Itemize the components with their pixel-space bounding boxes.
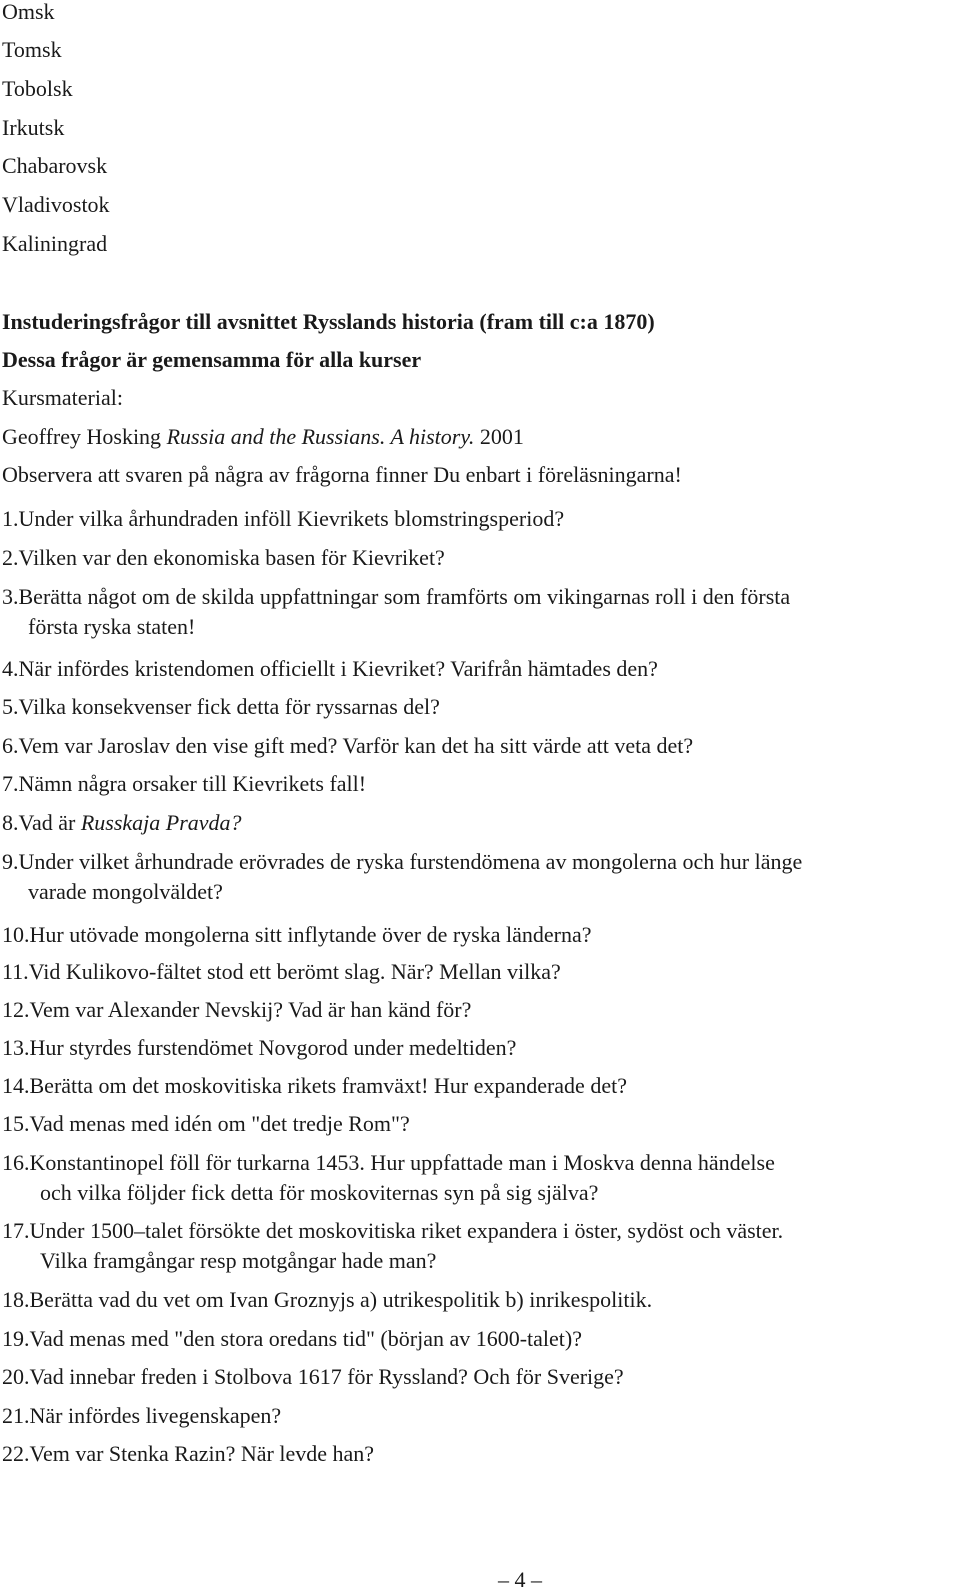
- city-item: Chabarovsk: [2, 153, 108, 178]
- question-text: Nämn några orsaker till Kievrikets fall!: [18, 771, 367, 796]
- question-item: [2, 1362, 952, 1392]
- question-number: 16.: [2, 1150, 30, 1175]
- question-text: Berätta om det moskovitiska rikets framväxt! Hur expanderade det?: [29, 1073, 627, 1098]
- question-number: 22.: [2, 1441, 30, 1466]
- question-item: [2, 1148, 952, 1208]
- document-subtitle: Dessa frågor är gemensamma för alla kurser: [2, 347, 422, 372]
- page-number: – 4 –: [498, 1567, 542, 1592]
- question-item: [2, 1033, 952, 1063]
- question-text: Vem var Alexander Nevskij? Vad är han känd för?: [29, 997, 472, 1022]
- question-text: Vid Kulikovo-fältet stod ett berömt slag. När? Mellan vilka?: [28, 959, 561, 984]
- question-item: [2, 1216, 952, 1276]
- question-text: Under vilka århundraden inföll Kievrikets blomstringsperiod?: [18, 506, 565, 531]
- question-number: 12.: [2, 997, 30, 1022]
- question-item: [2, 504, 952, 534]
- question-item: [2, 1324, 952, 1354]
- question-text: Vad innebar freden i Stolbova 1617 för Ryssland? Och för Sverige?: [29, 1364, 624, 1389]
- question-item: [2, 543, 952, 573]
- question-text: När infördes kristendomen officiellt i Kievriket? Varifrån hämtades den?: [18, 656, 658, 681]
- material-label: Kursmaterial:: [2, 385, 123, 410]
- document-title: Instuderingsfrågor till avsnittet Rysslands historia (fram till c:a 1870): [2, 309, 655, 334]
- question-text-continuation: Vilka framgångar resp motgångar hade man?: [40, 1248, 437, 1273]
- material-book-title: Russia and the Russians. A history.: [166, 424, 475, 449]
- question-item: [2, 769, 952, 799]
- material-year: 2001: [479, 424, 524, 449]
- question-number: 2.: [2, 545, 19, 570]
- question-item: [2, 1109, 952, 1139]
- question-item: [2, 1285, 952, 1315]
- question-text: Under 1500–talet försökte det moskovitiska riket expandera i öster, sydöst och väster.: [29, 1218, 784, 1243]
- question-text: Konstantinopel föll för turkarna 1453. Hur uppfattade man i Moskva denna händelse: [29, 1150, 775, 1175]
- question-text: Vilka konsekvenser fick detta för ryssarnas del?: [18, 694, 440, 719]
- question-number: 7.: [2, 771, 19, 796]
- question-text-continuation: och vilka följder fick detta för moskoviternas syn på sig själva?: [40, 1180, 599, 1205]
- question-text-continuation: första ryska staten!: [28, 614, 196, 639]
- question-number: 15.: [2, 1111, 30, 1136]
- city-item: Tobolsk: [2, 76, 73, 101]
- question-item: [2, 995, 952, 1025]
- question-item: [2, 731, 952, 761]
- question-item: [2, 692, 952, 722]
- question-text: Under vilket århundrade erövrades de ryska furstendömena av mongolerna och hur länge: [18, 849, 803, 874]
- question-text: När infördes livegenskapen?: [29, 1403, 282, 1428]
- question-text: Vem var Stenka Razin? När levde han?: [29, 1441, 375, 1466]
- question-number: 14.: [2, 1073, 30, 1098]
- question-number: 8.: [2, 810, 19, 835]
- question-number: 4.: [2, 656, 19, 681]
- question-item: [2, 920, 952, 950]
- question-number: 20.: [2, 1364, 30, 1389]
- city-item: Kaliningrad: [2, 231, 108, 256]
- city-item: Omsk: [2, 0, 55, 24]
- question-number: 10.: [2, 922, 30, 947]
- question-number: 11.: [2, 959, 29, 984]
- question-number: 9.: [2, 849, 19, 874]
- material-author: Geoffrey Hosking: [2, 424, 162, 449]
- question-item: [2, 1071, 952, 1101]
- question-text: Vem var Jaroslav den vise gift med? Varför kan det ha sitt värde att veta det?: [18, 733, 694, 758]
- question-text: Vilken var den ekonomiska basen för Kievriket?: [18, 545, 445, 570]
- question-text: Hur utövade mongolerna sitt inflytande över de ryska länderna?: [29, 922, 592, 947]
- question-item: [2, 1439, 952, 1469]
- question-text: Vad menas med idén om "det tredje Rom"?: [29, 1111, 410, 1136]
- question-text-continuation: varade mongolväldet?: [28, 879, 223, 904]
- question-number: 1.: [2, 506, 19, 531]
- city-item: Tomsk: [2, 37, 62, 62]
- question-item: [2, 654, 952, 684]
- city-item: Vladivostok: [2, 192, 110, 217]
- question-italic-term: Russkaja Pravda?: [80, 810, 242, 835]
- question-number: 3.: [2, 584, 19, 609]
- question-text: Hur styrdes furstendömet Novgorod under medeltiden?: [29, 1035, 517, 1060]
- question-number: 13.: [2, 1035, 30, 1060]
- question-text: Vad är: [18, 810, 81, 835]
- question-number: 21.: [2, 1403, 30, 1428]
- question-item: [2, 808, 952, 838]
- question-text: Vad menas med "den stora oredans tid" (början av 1600-talet)?: [29, 1326, 583, 1351]
- question-text: Berätta vad du vet om Ivan Groznyjs a) utrikespolitik b) inrikespolitik.: [29, 1287, 653, 1312]
- material-reference: [2, 425, 524, 449]
- question-item: [2, 847, 952, 907]
- question-number: 17.: [2, 1218, 30, 1243]
- question-item: [2, 1401, 952, 1431]
- question-item: [2, 957, 952, 987]
- question-number: 19.: [2, 1326, 30, 1351]
- city-item: Irkutsk: [2, 115, 65, 140]
- material-note: Observera att svaren på några av frågorna finner Du enbart i föreläsningarna!: [2, 462, 682, 487]
- question-item: [2, 582, 952, 642]
- question-text: Berätta något om de skilda uppfattningar som framförts om vikingarnas roll i den första: [18, 584, 791, 609]
- question-number: 5.: [2, 694, 19, 719]
- question-number: 6.: [2, 733, 19, 758]
- question-number: 18.: [2, 1287, 30, 1312]
